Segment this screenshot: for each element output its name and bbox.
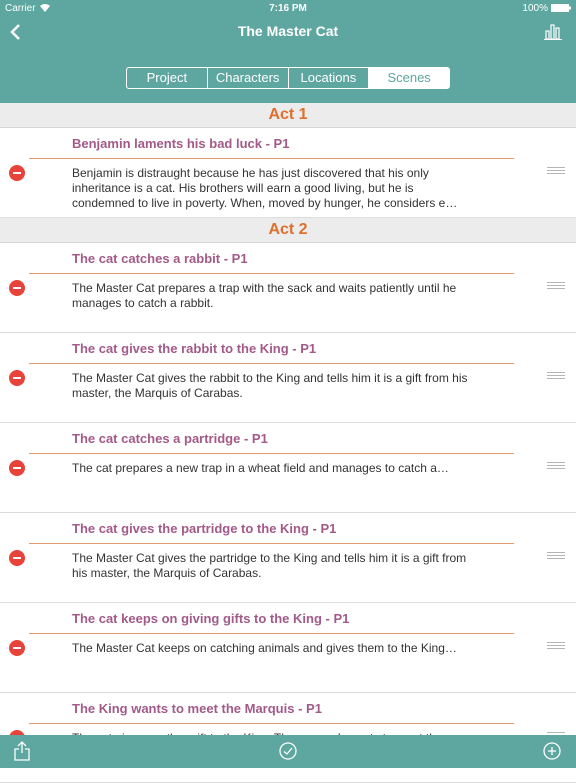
- scene-description: Benjamin is distraught because he has just discovered that his only inheritance is a cat. His brothers will earn a good living, but he is condemned to live in poverty. When, moved by hunger, he considers e…: [72, 166, 458, 210]
- scene-description: The cat prepares a new trap in a wheat field and manages to catch a…: [72, 461, 449, 475]
- scene-divider: [29, 453, 514, 454]
- scene-divider: [29, 273, 514, 274]
- scene-row[interactable]: [0, 243, 576, 333]
- reorder-handle-icon[interactable]: [547, 167, 565, 177]
- scene-title: The King wants to meet the Marquis - P1: [72, 701, 322, 716]
- act-header: Act 1: [0, 103, 576, 128]
- segment-project[interactable]: Project: [127, 68, 208, 88]
- scene-row[interactable]: [0, 333, 576, 423]
- scene-divider: [29, 363, 514, 364]
- scene-title: The cat gives the partridge to the King - P1: [72, 521, 337, 536]
- battery-percentage: 100%: [522, 3, 548, 14]
- navigation-header: [0, 0, 576, 103]
- checkmark-circle-icon[interactable]: [279, 742, 297, 760]
- delete-minus-icon[interactable]: [9, 280, 25, 296]
- scene-title: The cat gives the rabbit to the King - P1: [72, 341, 317, 356]
- bottom-toolbar: [0, 735, 576, 768]
- delete-minus-icon[interactable]: [9, 460, 25, 476]
- section-segmented-control: [126, 67, 450, 89]
- scene-divider: [29, 633, 514, 634]
- segment-scenes[interactable]: Scenes: [369, 68, 449, 88]
- scene-row[interactable]: [0, 603, 576, 693]
- reorder-handle-icon[interactable]: [547, 372, 565, 382]
- status-time: 7:16 PM: [269, 3, 307, 14]
- segment-locations[interactable]: Locations: [289, 68, 370, 88]
- scene-description: The Master Cat prepares a trap with the sack and waits patiently until he manages to catch a rabbit.: [72, 281, 457, 310]
- delete-minus-icon[interactable]: [9, 640, 25, 656]
- scene-title: Benjamin laments his bad luck - P1: [72, 136, 290, 151]
- scene-title: The cat catches a rabbit - P1: [72, 251, 248, 266]
- bar-chart-icon[interactable]: [544, 22, 562, 40]
- scene-title: The cat catches a partridge - P1: [72, 431, 268, 446]
- scene-divider: [29, 723, 514, 724]
- carrier-label: Carrier: [5, 3, 36, 14]
- battery-icon: [551, 4, 571, 12]
- reorder-handle-icon[interactable]: [547, 642, 565, 652]
- reorder-handle-icon[interactable]: [547, 282, 565, 292]
- scene-divider: [29, 543, 514, 544]
- scene-row[interactable]: [0, 513, 576, 603]
- scene-description: The Master Cat gives the rabbit to the King and tells him it is a gift from his master, the Marquis of Carabas.: [72, 371, 468, 400]
- page-title: The Master Cat: [237, 23, 339, 39]
- act-header: Act 2: [0, 218, 576, 243]
- reorder-handle-icon[interactable]: [547, 552, 565, 562]
- scene-row[interactable]: [0, 128, 576, 218]
- share-icon[interactable]: [13, 741, 31, 761]
- status-bar: [0, 0, 576, 16]
- delete-minus-icon[interactable]: [9, 370, 25, 386]
- scene-description: The Master Cat gives the partridge to the King and tells him it is a gift from his master, the Marquis of Carabas.: [72, 551, 467, 580]
- scene-description: The Master Cat keeps on catching animals and gives them to the King…: [72, 641, 457, 655]
- reorder-handle-icon[interactable]: [547, 462, 565, 472]
- scene-divider: [29, 158, 514, 159]
- segment-characters[interactable]: Characters: [208, 68, 289, 88]
- scene-row[interactable]: [0, 423, 576, 513]
- delete-minus-icon[interactable]: [9, 165, 25, 181]
- add-plus-circle-icon[interactable]: [543, 742, 561, 760]
- delete-minus-icon[interactable]: [9, 550, 25, 566]
- scenes-list[interactable]: [0, 103, 576, 735]
- scene-title: The cat keeps on giving gifts to the King - P1: [72, 611, 350, 626]
